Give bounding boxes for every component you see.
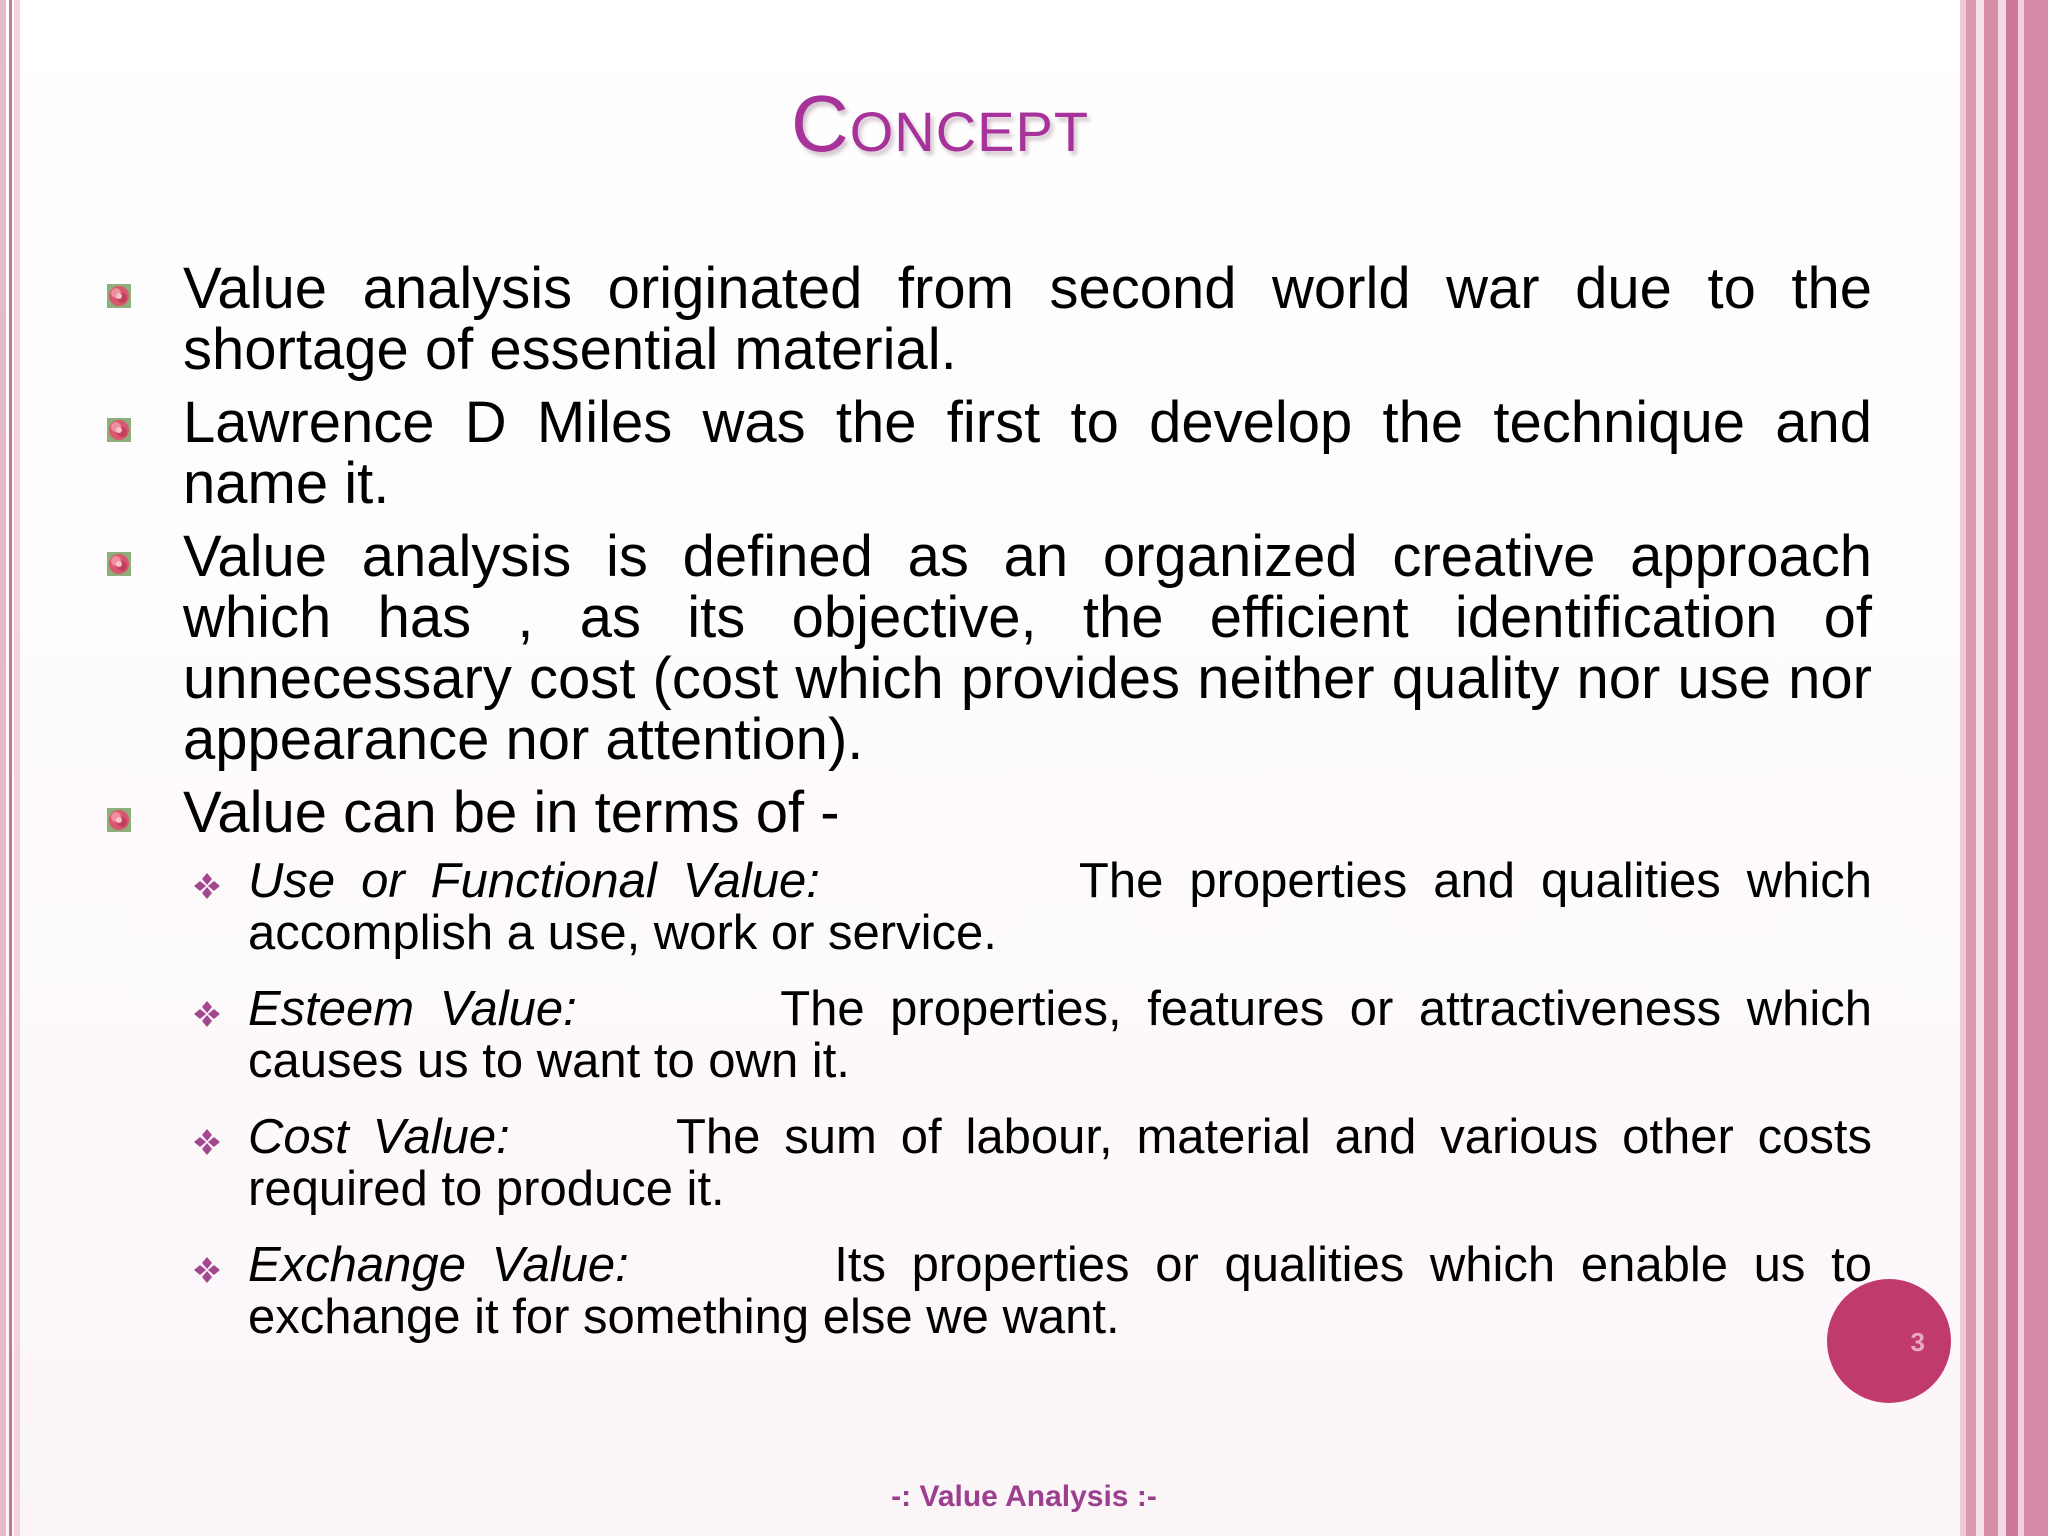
left-border-stripe [0, 0, 6, 1536]
bullet-item [100, 526, 1872, 770]
bullet-text: Value analysis originated from second world war due to the shortage of essential material. [183, 256, 1872, 382]
flower-bullet-icon [107, 552, 131, 576]
bullet-item [100, 392, 1872, 514]
bullet-item [100, 782, 1872, 843]
value-term: Use or Functional Value: [248, 854, 820, 908]
bullet-text: Value analysis is defined as an organized creative approach which has , as its objective, the efficient identification of unnecessary cost (cost which provides neither quality nor use nor appearance nor attention). [183, 524, 1872, 772]
value-gap [602, 982, 755, 1036]
sub-bullet-item [100, 1239, 1872, 1343]
value-term: Cost Value: [248, 1110, 510, 1164]
diamond-cluster-icon [192, 1255, 222, 1285]
value-description: The properties and qualities which accomplish a use, work or service. [248, 854, 1872, 960]
flower-bullet-icon [107, 418, 131, 442]
value-types-list [100, 855, 1872, 1343]
flower-bullet-icon [107, 284, 131, 308]
bullet-text: Value can be in terms of - [183, 780, 840, 845]
right-border-stripe [1984, 0, 1998, 1536]
value-description: The sum of labour, material and various other costs required to produce it. [248, 1110, 1873, 1216]
slide-content [100, 258, 1872, 1367]
right-border-stripe [1966, 0, 1976, 1536]
value-term: Exchange Value: [248, 1238, 629, 1292]
slide-title: Concept [790, 79, 1090, 168]
value-gap [654, 1238, 808, 1292]
diamond-cluster-icon [192, 871, 222, 901]
value-gap [534, 1110, 653, 1164]
diamond-cluster-icon [192, 1127, 222, 1157]
right-border-stripe [2006, 0, 2018, 1536]
value-gap [846, 854, 1054, 908]
value-description: Its properties or qualities which enable us to exchange it for something else we want. [248, 1238, 1872, 1344]
sub-bullet-item [100, 983, 1872, 1087]
page-number-badge [1827, 1279, 1951, 1403]
left-border-stripe [9, 0, 12, 1536]
page-number: 3 [1910, 1327, 1925, 1357]
value-description: The properties, features or attractiveness which causes us to want to own it. [248, 982, 1872, 1088]
right-border-stripe [2024, 0, 2048, 1536]
slide-footer: -: Value Analysis :- [891, 1480, 1157, 1513]
bullet-item [100, 258, 1872, 380]
value-term: Esteem Value: [248, 982, 577, 1036]
right-border-stripe [1976, 0, 1984, 1536]
sub-bullet-item [100, 1111, 1872, 1215]
sub-bullet-item [100, 855, 1872, 959]
right-border-stripe [1998, 0, 2006, 1536]
bullet-text: Lawrence D Miles was the first to develop the technique and name it. [183, 390, 1872, 516]
left-border-stripe [14, 0, 20, 1536]
diamond-cluster-icon [192, 999, 222, 1029]
flower-bullet-icon [107, 808, 131, 832]
